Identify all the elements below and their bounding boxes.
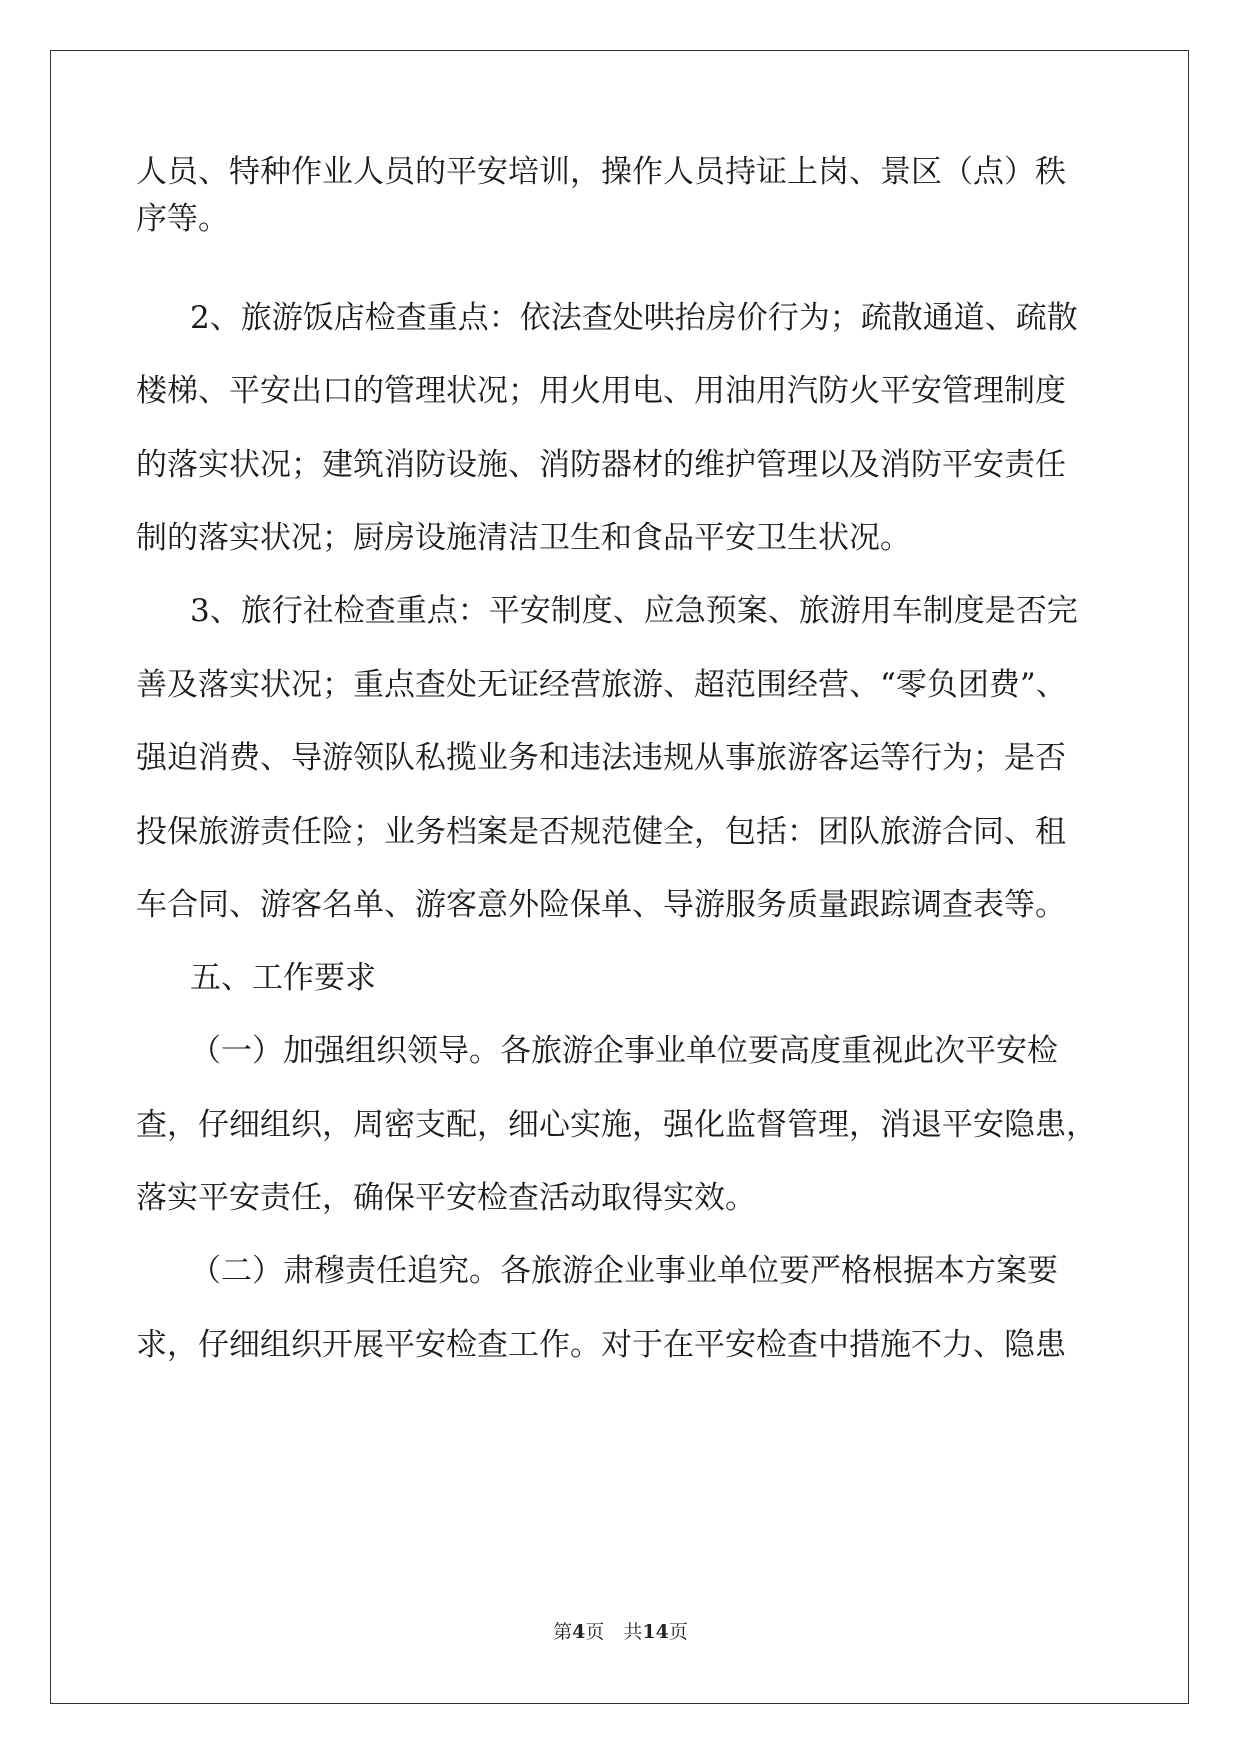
body-text-line: 车合同、游客名单、游客意外险保单、导游服务质量跟踪调查表等。 [136, 887, 1066, 923]
body-text-line: （一）加强组织领导。各旅游企事业单位要高度重视此次平安检 [190, 1033, 1058, 1069]
body-text-line: 强迫消费、导游领队私揽业务和违法违规从事旅游客运等行为；是否 [136, 740, 1066, 776]
total-pages-number: 14 [642, 1621, 669, 1643]
body-text-line: 楼梯、平安出口的管理状况；用火用电、用油用汽防火平安管理制度 [136, 373, 1066, 409]
body-text-line: 投保旅游责任险；业务档案是否规范健全，包括：团队旅游合同、租 [136, 814, 1066, 850]
section-heading: 五、工作要求 [190, 960, 376, 996]
body-text-line: 制的落实状况；厨房设施清洁卫生和食品平安卫生状况。 [136, 520, 911, 556]
body-text-line: 人员、特种作业人员的平安培训，操作人员持证上岗、景区（点）秩 [136, 154, 1066, 190]
body-text-line: 求，仔细组织开展平安检查工作。对于在平安检查中措施不力、隐患 [136, 1327, 1066, 1363]
page-number-footer [0, 1620, 1241, 1644]
body-text-line: 落实平安责任，确保平安检查活动取得实效。 [136, 1180, 756, 1216]
body-text-line: 查，仔细组织，周密支配，细心实施，强化监督管理，消退平安隐患， [136, 1107, 1097, 1143]
body-text-line: 2、旅游饭店检查重点：依法查处哄抬房价行为；疏散通道、疏散 [190, 300, 1078, 336]
footer-suffix: 页 [668, 1621, 688, 1643]
body-text-line: 序等。 [136, 201, 229, 237]
body-text-line: 善及落实状况；重点查处无证经营旅游、超范围经营、“零负团费”、 [136, 667, 1067, 703]
current-page-number: 4 [572, 1621, 586, 1643]
body-text-line: （二）肃穆责任追究。各旅游企业事业单位要严格根据本方案要 [190, 1253, 1058, 1289]
body-text-line: 3、旅行社检查重点：平安制度、应急预案、旅游用车制度是否完 [190, 593, 1078, 629]
footer-prefix: 第 [553, 1621, 573, 1643]
body-text-line: 的落实状况；建筑消防设施、消防器材的维护管理以及消防平安责任 [136, 447, 1066, 483]
footer-middle: 页 共 [585, 1621, 643, 1643]
